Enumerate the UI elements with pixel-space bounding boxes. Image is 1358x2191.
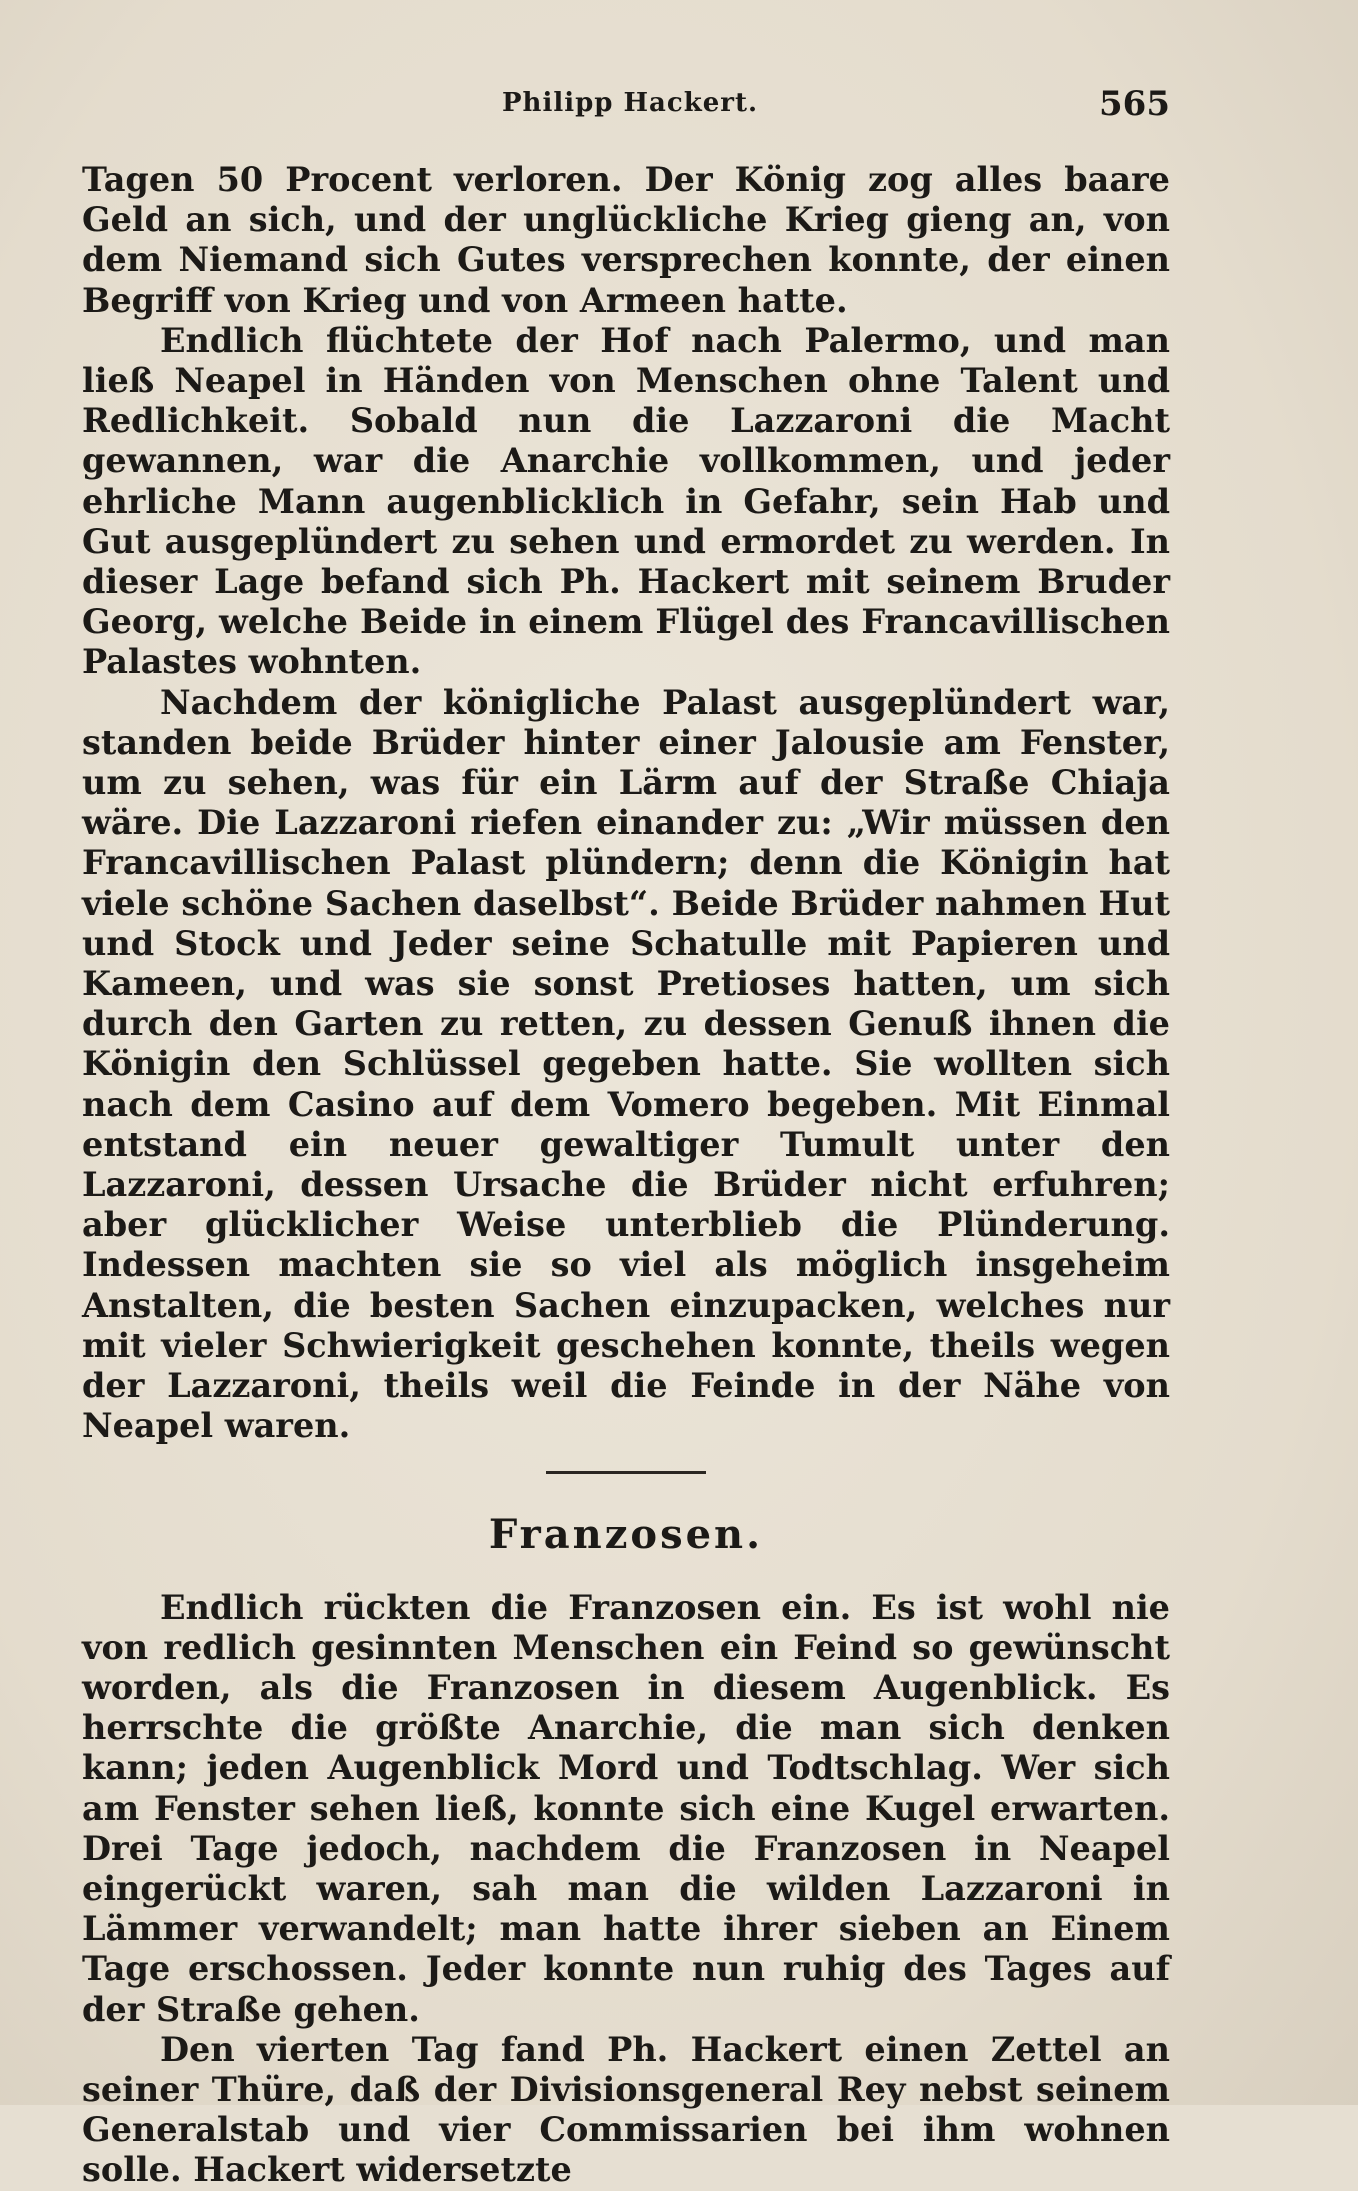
paragraph: Endlich flüchtete der Hof nach Palermo, und man ließ Neapel in Händen von Menschen ohne Talent und Redlichkeit. Sobald nun die Lazzaroni die Macht gewannen, war die Anarchie vollkommen, und jeder ehrliche Mann augenblicklich in Gefahr, sein Hab und Gut ausgeplündert zu sehen und ermordet zu werden. In dieser Lage befand sich Ph. Hackert mit seinem Bruder Georg, welche Beide in einem Flügel des Francavillischen Palastes wohnten. (82, 320, 1170, 682)
running-head: Philipp Hackert. (502, 88, 759, 118)
paragraph: Tagen 50 Procent verloren. Der König zog alles baare Geld an sich, und der unglückliche Krieg gieng an, von dem Niemand sich Gutes versprechen konnte, der einen Begriff von Krieg und von Armeen hatte. (82, 160, 1170, 320)
page-header (82, 84, 1170, 128)
paragraph: Den vierten Tag fand Ph. Hackert einen Zettel an seiner Thüre, daß der Divisionsgeneral Rey nebst seinem Generalstab und vier Commissarien bei ihm wohnen solle. Hackert widersetzte (82, 2029, 1170, 2190)
page-number: 565 (1099, 84, 1170, 124)
paragraph: Nachdem der königliche Palast ausgeplündert war, standen beide Brüder hinter einer Jalousie am Fenster, um zu sehen, was für ein Lärm auf der Straße Chiaja wäre. Die Lazzaroni riefen einander zu: „Wir müssen den Francavillischen Palast plündern; denn die Königin hat viele schöne Sachen daselbst“. Beide Brüder nahmen Hut und Stock und Jeder seine Schatulle mit Papieren und Kameen, und was sie sonst Pretioses hatten, um sich durch den Garten zu retten, zu dessen Genuß ihnen die Königin den Schlüssel gegeben hatte. Sie wollten sich nach dem Casino auf dem Vomero begeben. Mit Einmal entstand ein neuer gewaltiger Tumult unter den Lazzaroni, dessen Ursache die Brüder nicht erfuhren; aber glücklicher Weise unterblieb die Plünderung. Indessen machten sie so viel als möglich insgeheim Anstalten, die besten Sachen einzupacken, welches nur mit vieler Schwierigkeit geschehen konnte, theils wegen der Lazzaroni, theils weil die Feinde in der Nähe von Neapel waren. (82, 682, 1170, 1446)
section-title: Franzosen. (488, 1510, 764, 1558)
page-body (82, 160, 1170, 2191)
paragraph: Endlich rückten die Franzosen ein. Es ist wohl nie von redlich gesinnten Menschen ein Feind so gewünscht worden, als die Franzosen in diesem Augenblick. Es herrschte die größte Anarchie, die man sich denken kann; jeden Augenblick Mord und Todtschlag. Wer sich am Fenster sehen ließ, konnte sich eine Kugel erwarten. Drei Tage jedoch, nachdem die Franzosen in Neapel eingerückt waren, sah man die wilden Lazzaroni in Lämmer verwandelt; man hatte ihrer sieben an Einem Tage erschossen. Jeder konnte nun ruhig des Tages auf der Straße gehen. (82, 1587, 1170, 2029)
section-divider (546, 1471, 706, 1474)
